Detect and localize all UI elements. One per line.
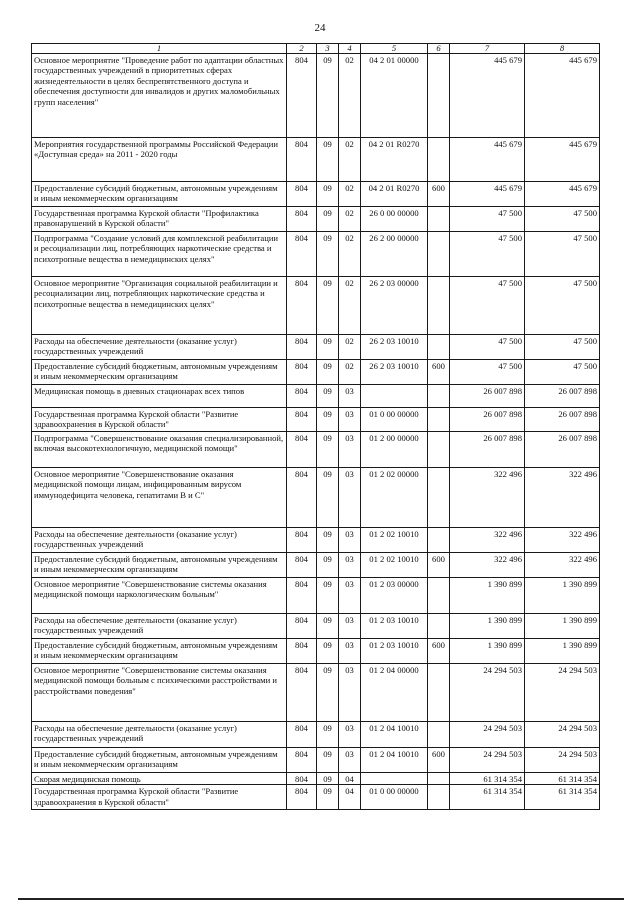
amount-col8: 47 500 bbox=[525, 277, 600, 335]
section-code: 09 bbox=[317, 138, 339, 182]
table-row bbox=[32, 722, 600, 748]
expense-type-code bbox=[428, 578, 450, 614]
subsection-code: 03 bbox=[339, 432, 361, 468]
row-name: Предоставление субсидий бюджетным, автономным учреждениям и иным некоммерческим организациям bbox=[32, 748, 287, 773]
section-code: 09 bbox=[317, 232, 339, 277]
expense-type-code bbox=[428, 385, 450, 408]
section-code: 09 bbox=[317, 785, 339, 810]
target-article-code: 01 2 04 00000 bbox=[361, 664, 428, 722]
amount-col7: 322 496 bbox=[450, 528, 525, 553]
amount-col8: 1 390 899 bbox=[525, 578, 600, 614]
ministry-code: 804 bbox=[287, 277, 317, 335]
amount-col7: 26 007 898 bbox=[450, 432, 525, 468]
target-article-code: 26 2 03 00000 bbox=[361, 277, 428, 335]
amount-col7: 24 294 503 bbox=[450, 722, 525, 748]
amount-col8: 322 496 bbox=[525, 468, 600, 528]
table-row bbox=[32, 232, 600, 277]
table-row bbox=[32, 360, 600, 385]
ministry-code: 804 bbox=[287, 335, 317, 360]
target-article-code: 01 2 04 10010 bbox=[361, 748, 428, 773]
ministry-code: 804 bbox=[287, 578, 317, 614]
amount-col7: 47 500 bbox=[450, 335, 525, 360]
amount-col7: 445 679 bbox=[450, 54, 525, 138]
amount-col8: 47 500 bbox=[525, 207, 600, 232]
amount-col8: 322 496 bbox=[525, 553, 600, 578]
subsection-code: 02 bbox=[339, 207, 361, 232]
amount-col8: 1 390 899 bbox=[525, 639, 600, 664]
column-header: 1 bbox=[32, 44, 287, 54]
amount-col7: 47 500 bbox=[450, 360, 525, 385]
row-name: Медицинская помощь в дневных стационарах всех типов bbox=[32, 385, 287, 408]
subsection-code: 03 bbox=[339, 748, 361, 773]
column-header: 6 bbox=[428, 44, 450, 54]
row-name: Расходы на обеспечение деятельности (оказание услуг) государственных учреждений bbox=[32, 722, 287, 748]
table-row bbox=[32, 785, 600, 810]
ministry-code: 804 bbox=[287, 664, 317, 722]
amount-col8: 26 007 898 bbox=[525, 408, 600, 432]
column-header: 8 bbox=[525, 44, 600, 54]
target-article-code bbox=[361, 385, 428, 408]
table-row bbox=[32, 614, 600, 639]
amount-col7: 24 294 503 bbox=[450, 748, 525, 773]
amount-col8: 47 500 bbox=[525, 232, 600, 277]
target-article-code: 04 2 01 00000 bbox=[361, 54, 428, 138]
subsection-code: 03 bbox=[339, 408, 361, 432]
target-article-code: 26 2 00 00000 bbox=[361, 232, 428, 277]
ministry-code: 804 bbox=[287, 614, 317, 639]
expense-type-code bbox=[428, 408, 450, 432]
target-article-code: 04 2 01 R0270 bbox=[361, 182, 428, 207]
target-article-code: 26 2 03 10010 bbox=[361, 360, 428, 385]
expense-type-code bbox=[428, 277, 450, 335]
ministry-code: 804 bbox=[287, 639, 317, 664]
amount-col8: 24 294 503 bbox=[525, 664, 600, 722]
subsection-code: 03 bbox=[339, 614, 361, 639]
section-code: 09 bbox=[317, 664, 339, 722]
ministry-code: 804 bbox=[287, 553, 317, 578]
expense-type-code bbox=[428, 432, 450, 468]
ministry-code: 804 bbox=[287, 408, 317, 432]
amount-col7: 322 496 bbox=[450, 553, 525, 578]
row-name: Расходы на обеспечение деятельности (оказание услуг) государственных учреждений bbox=[32, 528, 287, 553]
column-header: 4 bbox=[339, 44, 361, 54]
table-row bbox=[32, 639, 600, 664]
ministry-code: 804 bbox=[287, 748, 317, 773]
subsection-code: 02 bbox=[339, 232, 361, 277]
expense-type-code bbox=[428, 614, 450, 639]
amount-col7: 26 007 898 bbox=[450, 408, 525, 432]
amount-col7: 47 500 bbox=[450, 232, 525, 277]
subsection-code: 03 bbox=[339, 722, 361, 748]
row-name: Основное мероприятие "Организация социальной реабилитации и ресоциализации лиц, потребляющих наркотические средства и психотропные вещества в немедицинских целях" bbox=[32, 277, 287, 335]
amount-col8: 445 679 bbox=[525, 182, 600, 207]
amount-col7: 47 500 bbox=[450, 207, 525, 232]
amount-col8: 26 007 898 bbox=[525, 385, 600, 408]
table-row bbox=[32, 207, 600, 232]
ministry-code: 804 bbox=[287, 722, 317, 748]
ministry-code: 804 bbox=[287, 54, 317, 138]
table-row bbox=[32, 408, 600, 432]
expense-type-code bbox=[428, 528, 450, 553]
subsection-code: 03 bbox=[339, 639, 361, 664]
section-code: 09 bbox=[317, 639, 339, 664]
target-article-code: 01 0 00 00000 bbox=[361, 408, 428, 432]
ministry-code: 804 bbox=[287, 468, 317, 528]
row-name: Подпрограмма "Совершенствование оказания специализированной, включая высокотехнологичную, медицинской помощи" bbox=[32, 432, 287, 468]
subsection-code: 02 bbox=[339, 54, 361, 138]
ministry-code: 804 bbox=[287, 528, 317, 553]
row-name: Предоставление субсидий бюджетным, автономным учреждениям и иным некоммерческим организациям bbox=[32, 553, 287, 578]
table-row bbox=[32, 432, 600, 468]
section-code: 09 bbox=[317, 468, 339, 528]
column-number-row bbox=[32, 44, 600, 54]
amount-col8: 445 679 bbox=[525, 138, 600, 182]
amount-col8: 47 500 bbox=[525, 335, 600, 360]
section-code: 09 bbox=[317, 553, 339, 578]
section-code: 09 bbox=[317, 408, 339, 432]
target-article-code: 01 2 03 00000 bbox=[361, 578, 428, 614]
target-article-code: 01 2 02 10010 bbox=[361, 528, 428, 553]
section-code: 09 bbox=[317, 385, 339, 408]
row-name: Расходы на обеспечение деятельности (оказание услуг) государственных учреждений bbox=[32, 335, 287, 360]
section-code: 09 bbox=[317, 722, 339, 748]
row-name: Основное мероприятие "Совершенствование оказания медицинской помощи лицам, инфицированным вирусом иммунодефицита человека, гепатитами В и С" bbox=[32, 468, 287, 528]
section-code: 09 bbox=[317, 277, 339, 335]
expense-type-code: 600 bbox=[428, 639, 450, 664]
section-code: 09 bbox=[317, 614, 339, 639]
row-name: Государственная программа Курской области "Развитие здравоохранения в Курской области" bbox=[32, 785, 287, 810]
amount-col7: 61 314 354 bbox=[450, 773, 525, 785]
expense-type-code bbox=[428, 207, 450, 232]
amount-col7: 445 679 bbox=[450, 138, 525, 182]
section-code: 09 bbox=[317, 182, 339, 207]
subsection-code: 03 bbox=[339, 553, 361, 578]
amount-col8: 24 294 503 bbox=[525, 722, 600, 748]
expense-type-code bbox=[428, 232, 450, 277]
section-code: 09 bbox=[317, 207, 339, 232]
expense-type-code bbox=[428, 54, 450, 138]
column-header: 7 bbox=[450, 44, 525, 54]
ministry-code: 804 bbox=[287, 232, 317, 277]
row-name: Основное мероприятие "Совершенствование системы оказания медицинской помощи наркологическим больным" bbox=[32, 578, 287, 614]
section-code: 09 bbox=[317, 748, 339, 773]
row-name: Государственная программа Курской области "Профилактика правонарушений в Курской области" bbox=[32, 207, 287, 232]
target-article-code: 04 2 01 R0270 bbox=[361, 138, 428, 182]
expense-type-code bbox=[428, 785, 450, 810]
amount-col8: 445 679 bbox=[525, 54, 600, 138]
target-article-code: 01 2 02 10010 bbox=[361, 553, 428, 578]
amount-col7: 1 390 899 bbox=[450, 614, 525, 639]
amount-col7: 1 390 899 bbox=[450, 578, 525, 614]
target-article-code: 01 0 00 00000 bbox=[361, 785, 428, 810]
expense-type-code: 600 bbox=[428, 748, 450, 773]
ministry-code: 804 bbox=[287, 385, 317, 408]
section-code: 09 bbox=[317, 578, 339, 614]
amount-col7: 1 390 899 bbox=[450, 639, 525, 664]
row-name: Государственная программа Курской области "Развитие здравоохранения в Курской области" bbox=[32, 408, 287, 432]
amount-col7: 61 314 354 bbox=[450, 785, 525, 810]
amount-col8: 24 294 503 bbox=[525, 748, 600, 773]
expense-type-code bbox=[428, 335, 450, 360]
target-article-code: 01 2 03 10010 bbox=[361, 614, 428, 639]
table-row bbox=[32, 138, 600, 182]
row-name: Предоставление субсидий бюджетным, автономным учреждениям и иным некоммерческим организациям bbox=[32, 360, 287, 385]
subsection-code: 02 bbox=[339, 182, 361, 207]
subsection-code: 02 bbox=[339, 138, 361, 182]
table-row bbox=[32, 335, 600, 360]
target-article-code: 01 2 04 10010 bbox=[361, 722, 428, 748]
target-article-code: 26 0 00 00000 bbox=[361, 207, 428, 232]
section-code: 09 bbox=[317, 54, 339, 138]
target-article-code: 01 2 00 00000 bbox=[361, 432, 428, 468]
amount-col8: 47 500 bbox=[525, 360, 600, 385]
ministry-code: 804 bbox=[287, 785, 317, 810]
table-row bbox=[32, 553, 600, 578]
row-name: Основное мероприятие "Совершенствование системы оказания медицинской помощи больным с психическими расстройствами и расстройствами поведения" bbox=[32, 664, 287, 722]
amount-col7: 445 679 bbox=[450, 182, 525, 207]
section-code: 09 bbox=[317, 360, 339, 385]
section-code: 09 bbox=[317, 335, 339, 360]
table-row bbox=[32, 385, 600, 408]
target-article-code bbox=[361, 773, 428, 785]
subsection-code: 03 bbox=[339, 385, 361, 408]
row-name: Мероприятия государственной программы Российской Федерации «Доступная среда» на 2011 - 2020 годы bbox=[32, 138, 287, 182]
amount-col8: 61 314 354 bbox=[525, 773, 600, 785]
expense-type-code: 600 bbox=[428, 553, 450, 578]
table-row bbox=[32, 664, 600, 722]
page-bottom-rule bbox=[18, 898, 624, 900]
target-article-code: 01 2 02 00000 bbox=[361, 468, 428, 528]
expense-type-code bbox=[428, 664, 450, 722]
row-name: Скорая медицинская помощь bbox=[32, 773, 287, 785]
ministry-code: 804 bbox=[287, 138, 317, 182]
expense-type-code bbox=[428, 773, 450, 785]
expense-type-code bbox=[428, 468, 450, 528]
ministry-code: 804 bbox=[287, 773, 317, 785]
table-row bbox=[32, 468, 600, 528]
amount-col8: 322 496 bbox=[525, 528, 600, 553]
table-row bbox=[32, 578, 600, 614]
amount-col8: 61 314 354 bbox=[525, 785, 600, 810]
row-name: Расходы на обеспечение деятельности (оказание услуг) государственных учреждений bbox=[32, 614, 287, 639]
subsection-code: 02 bbox=[339, 360, 361, 385]
ministry-code: 804 bbox=[287, 182, 317, 207]
table-row bbox=[32, 182, 600, 207]
subsection-code: 03 bbox=[339, 528, 361, 553]
section-code: 09 bbox=[317, 432, 339, 468]
expense-type-code bbox=[428, 722, 450, 748]
subsection-code: 02 bbox=[339, 277, 361, 335]
amount-col7: 47 500 bbox=[450, 277, 525, 335]
subsection-code: 03 bbox=[339, 664, 361, 722]
ministry-code: 804 bbox=[287, 207, 317, 232]
row-name: Подпрограмма "Создание условий для комплексной реабилитации и ресоциализации лиц, потребляющих наркотические средства и психотропные вещества в немедицинских целях" bbox=[32, 232, 287, 277]
expense-type-code bbox=[428, 138, 450, 182]
subsection-code: 04 bbox=[339, 785, 361, 810]
amount-col8: 26 007 898 bbox=[525, 432, 600, 468]
expense-type-code: 600 bbox=[428, 182, 450, 207]
table-row bbox=[32, 773, 600, 785]
page-number: 24 bbox=[314, 22, 326, 34]
column-header: 3 bbox=[317, 44, 339, 54]
subsection-code: 04 bbox=[339, 773, 361, 785]
table-row bbox=[32, 54, 600, 138]
subsection-code: 03 bbox=[339, 578, 361, 614]
column-header: 5 bbox=[361, 44, 428, 54]
subsection-code: 02 bbox=[339, 335, 361, 360]
table-row bbox=[32, 748, 600, 773]
amount-col7: 26 007 898 bbox=[450, 385, 525, 408]
ministry-code: 804 bbox=[287, 432, 317, 468]
subsection-code: 03 bbox=[339, 468, 361, 528]
table-row bbox=[32, 277, 600, 335]
target-article-code: 01 2 03 10010 bbox=[361, 639, 428, 664]
column-header: 2 bbox=[287, 44, 317, 54]
section-code: 09 bbox=[317, 773, 339, 785]
row-name: Основное мероприятие "Проведение работ по адаптации областных государственных учреждений в приоритетных сферах жизнедеятельности в целях беспрепятственного доступа и обеспечения доступности для инвалидов и других маломобильных групп населения" bbox=[32, 54, 287, 138]
expense-type-code: 600 bbox=[428, 360, 450, 385]
amount-col8: 1 390 899 bbox=[525, 614, 600, 639]
target-article-code: 26 2 03 10010 bbox=[361, 335, 428, 360]
amount-col7: 322 496 bbox=[450, 468, 525, 528]
table-row bbox=[32, 528, 600, 553]
amount-col7: 24 294 503 bbox=[450, 664, 525, 722]
row-name: Предоставление субсидий бюджетным, автономным учреждениям и иным некоммерческим организациям bbox=[32, 639, 287, 664]
budget-table bbox=[31, 43, 600, 810]
ministry-code: 804 bbox=[287, 360, 317, 385]
row-name: Предоставление субсидий бюджетным, автономным учреждениям и иным некоммерческим организациям bbox=[32, 182, 287, 207]
section-code: 09 bbox=[317, 528, 339, 553]
